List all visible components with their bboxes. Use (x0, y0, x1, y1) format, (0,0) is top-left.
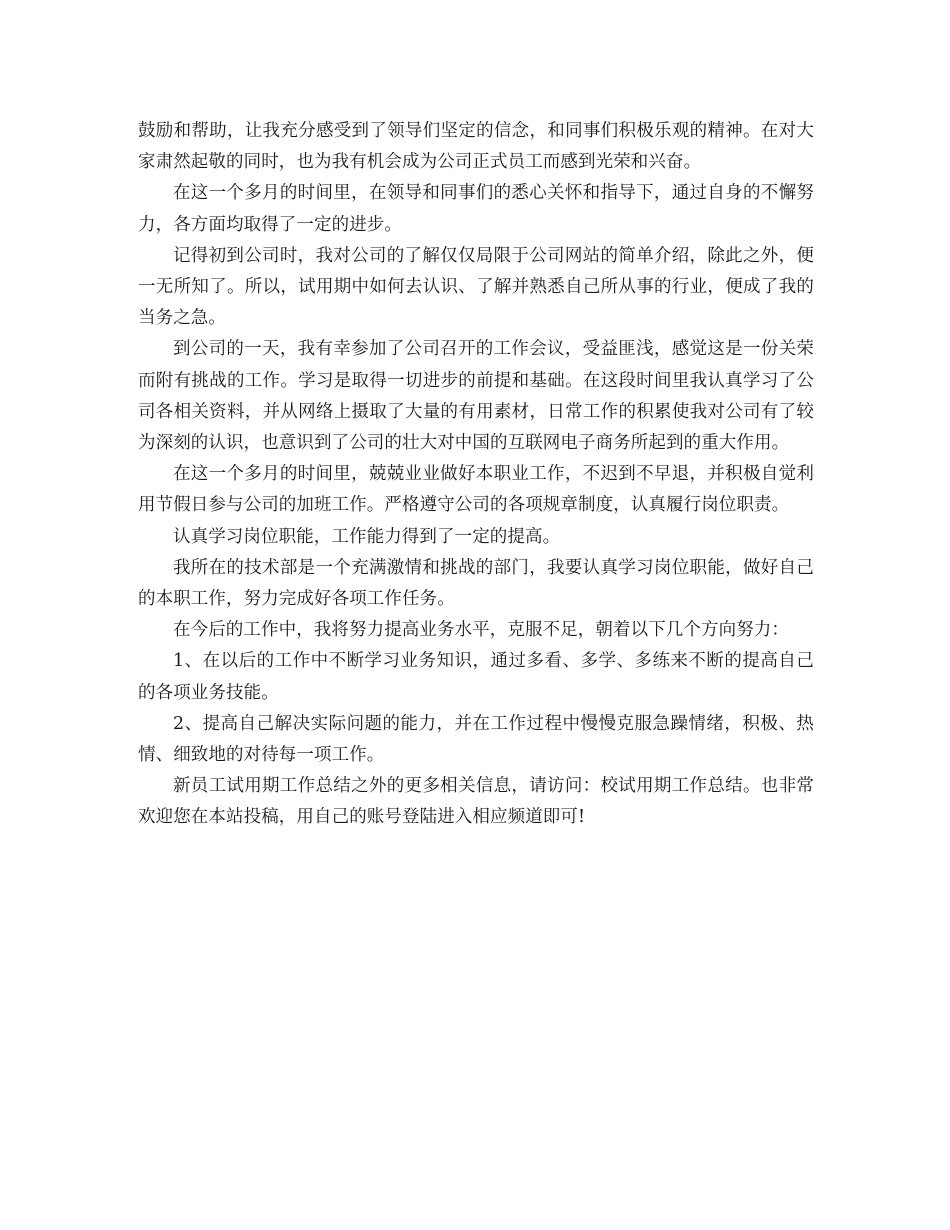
paragraph-plan-item-1: 1、在以后的工作中不断学习业务知识，通过多看、多学、多练来不断的提高自己的各项业务技能。 (138, 651, 814, 703)
paragraph-first-days: 记得初到公司时，我对公司的了解仅仅局限于公司网站的简单介绍，除此之外，便一无所知了。所以，试用期中如何去认识、了解并熟悉自己所从事的行业，便成了我的当务之急。 (138, 245, 814, 329)
paragraph-progress: 在这一个多月的时间里，在领导和同事们的悉心关怀和指导下，通过自身的不懈努力，各方面均取得了一定的进步。 (138, 183, 814, 235)
document-page (138, 116, 814, 834)
paragraph-closing-note: 新员工试用期工作总结之外的更多相关信息，请访问：校试用期工作总结。也非常欢迎您在本站投稿，用自己的账号登陆进入相应频道即可! (138, 776, 814, 828)
paragraph-diligence: 在这一个多月的时间里，兢兢业业做好本职业工作，不迟到不早退，并积极自觉利用节假日参与公司的加班工作。严格遵守公司的各项规章制度，认真履行岗位职责。 (138, 464, 814, 516)
paragraph-skills: 认真学习岗位职能，工作能力得到了一定的提高。 (173, 526, 561, 547)
paragraph-meeting: 到公司的一天，我有幸参加了公司召开的工作会议，受益匪浅，感觉这是一份关荣而附有挑战的工作。学习是取得一切进步的前提和基础。在这段时间里我认真学习了公司各相关资料，并从网络上摄取了大量的有用素材，日常工作的积累使我对公司有了较为深刻的认识，也意识到了公司的壮大对中国的互联网电子商务所起到的重大作用。 (138, 339, 814, 454)
paragraph-future-plan: 在今后的工作中，我将努力提高业务水平，克服不足，朝着以下几个方向努力： (173, 620, 789, 641)
paragraph-plan-item-2: 2、提高自己解决实际问题的能力，并在工作过程中慢慢克服急躁情绪，积极、热情、细致地的对待每一项工作。 (138, 713, 814, 766)
paragraph-department: 我所在的技术部是一个充满激情和挑战的部门，我要认真学习岗位职能，做好自己的本职工作，努力完成好各项工作任务。 (138, 557, 814, 610)
paragraph-continuation: 鼓励和帮助，让我充分感受到了领导们坚定的信念，和同事们积极乐观的精神。在对大家肃然起敬的同时，也为我有机会成为公司正式员工而感到光荣和兴奋。 (138, 121, 814, 173)
